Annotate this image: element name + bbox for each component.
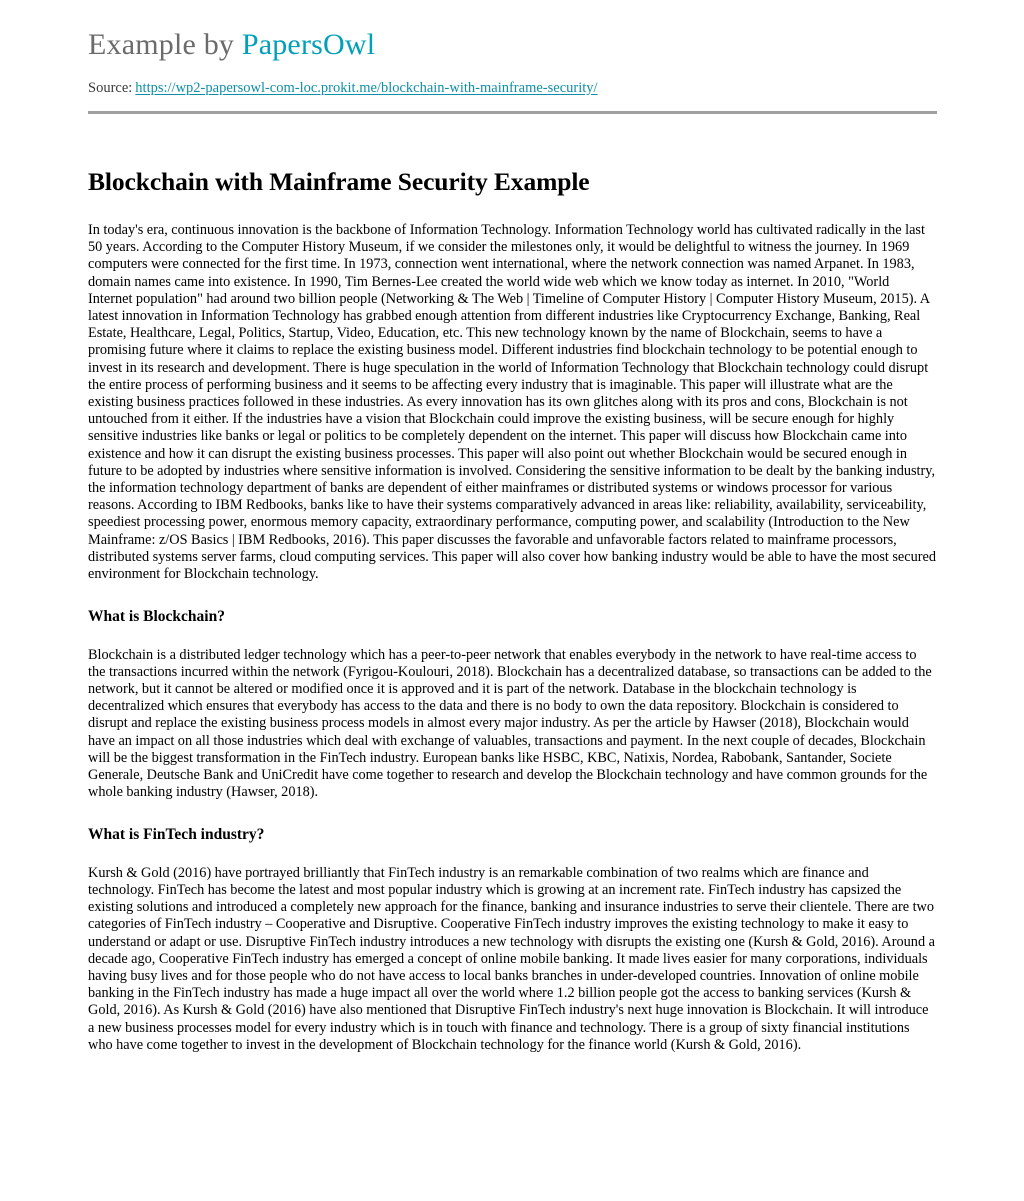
- brand-title-accent: PapersOwl: [241, 28, 376, 61]
- section-paragraph-fintech: Kursh & Gold (2016) have portrayed brilliantly that FinTech industry is an remarkable combination of two realms which are finance and technology. FinTech has become the latest and most popular industry which is growing at an increment rate. FinTech industry has capsized the existing solutions and introduced a completely new approach for the finance, banking and insurance industries to serve their clientele. There are two categories of FinTech industry – Cooperative and Disruptive. Cooperative FinTech industry improves the existing technology to make it easy to understand or adapt or use. Disruptive FinTech industry introduces a new technology with disrupts the existing one (Kursh & Gold, 2016). Around a decade ago, Cooperative FinTech industry has emerged a concept of online mobile banking. It made lives easier for many corporations, individuals having busy lives and for those people who do not have access to local banks branches in under-developed countries. Innovation of online mobile banking in the FinTech industry has made a huge impact all over the world where 1.2 billion people got the access to banking services (Kursh & Gold, 2016). As Kursh & Gold (2016) have also mentioned that Disruptive FinTech industry's next huge innovation is Blockchain. It will introduce a new business processes model for every industry which is in touch with finance and technology. There is a group of sixty financial institutions who have come together to invest in the development of Blockchain technology for the finance world (Kursh & Gold, 2016).: [88, 864, 935, 1053]
- bottom-spacer: [88, 1054, 936, 1072]
- source-line: [88, 79, 936, 98]
- brand-title-prefix: Example by: [88, 28, 242, 61]
- header-divider: [88, 111, 937, 114]
- section-heading-fintech: What is FinTech industry?: [88, 826, 265, 844]
- section-paragraph-blockchain: Blockchain is a distributed ledger technology which has a peer-to-peer network that enables everybody in the network to have real-time access to the transactions incurred within the network (Fyrigou-Koulouri, 2018). Blockchain has a decentralized database, so transactions can be added to the network, but it cannot be altered or modified once it is approved and it is part of the network. Database in the blockchain technology is decentralized which ensures that everybody has access to the data and there is no body to own the data repository. Blockchain is considered to disrupt and replace the existing business process models in almost every major industry. As per the article by Hawser (2018), Blockchain would have an impact on all those industries which deal with exchange of valuables, transactions and payment. In the next couple of decades, Blockchain will be the biggest transformation in the FinTech industry. European banks like HSBC, KBC, Natixis, Nordea, Rabobank, Santander, Societe Generale, Deutsche Bank and UniCredit have come together to research and develop the Blockchain technology and have common grounds for the whole banking industry (Hawser, 2018).: [88, 646, 932, 801]
- document-content: [0, 167, 1024, 1072]
- page-title: Blockchain with Mainframe Security Example: [88, 167, 590, 197]
- section-heading-blockchain: What is Blockchain?: [88, 608, 225, 626]
- brand-header: [0, 0, 1024, 97]
- brand-title: [88, 28, 936, 63]
- source-url-link[interactable]: https://wp2-papersowl-com-loc.prokit.me/blockchain-with-mainframe-security/: [135, 79, 598, 96]
- intro-paragraph: In today's era, continuous innovation is the backbone of Information Technology. Information Technology world has cultivated radically in the last 50 years. According to the Computer History Museum, if we consider the milestones only, it would be delightful to witness the journey. In 1969 computers were connected for the first time. In 1973, connection went international, where the network connection was named Arpanet. In 1983, domain names came into existence. In 1990, Tim Bernes-Lee created the world wide web which we know today as internet. In 2010, "World Internet population" had around two billion people (Networking & The Web | Timeline of Computer History | Computer History Museum, 2015). A latest innovation in Information Technology has grabbed enough attention from different industries like Cryptocurrency Exchange, Banking, Real Estate, Healthcare, Legal, Politics, Startup, Video, Education, etc. This new technology known by the name of Blockchain, seems to have a promising future where it claims to replace the existing business model. Different industries find blockchain technology to be potential enough to invest in its research and development. There is huge speculation in the world of Information Technology that Blockchain technology could disrupt the entire process of performing business and it seems to be affecting every industry that is imaginable. This paper will illustrate what are the existing business practices followed in these industries. As every innovation has its own glitches along with its pros and cons, Blockchain is not untouched from it either. If the industries have a vision that Blockchain could improve the existing business, will be secure enough for highly sensitive industries like banks or legal or politics to be completely dependent on the internet. This paper will discuss how Blockchain came into existence and how it can disrupt the existing business processes. This paper will also point out whether Blockchain would be secured enough in future to be adopted by industries where sensitive information is involved. Considering the sensitive information to be dealt by the banking industry, the information technology department of banks are dependent of either mainframes or distributed systems or windows processor for various reasons. According to IBM Redbooks, banks like to have their systems comparatively advanced in areas like: reliability, availability, serviceability, speediest processing power, enormous memory capacity, extraordinary performance, computing power, and scalability (Introduction to the New Mainframe: z/OS Basics | IBM Redbooks, 2016). This paper discusses the favorable and unfavorable factors related to mainframe processors, distributed systems server farms, cloud computing services. This paper will also cover how banking industry would be able to have the most secured environment for Blockchain technology.: [88, 221, 937, 582]
- source-label: Source:: [88, 79, 133, 96]
